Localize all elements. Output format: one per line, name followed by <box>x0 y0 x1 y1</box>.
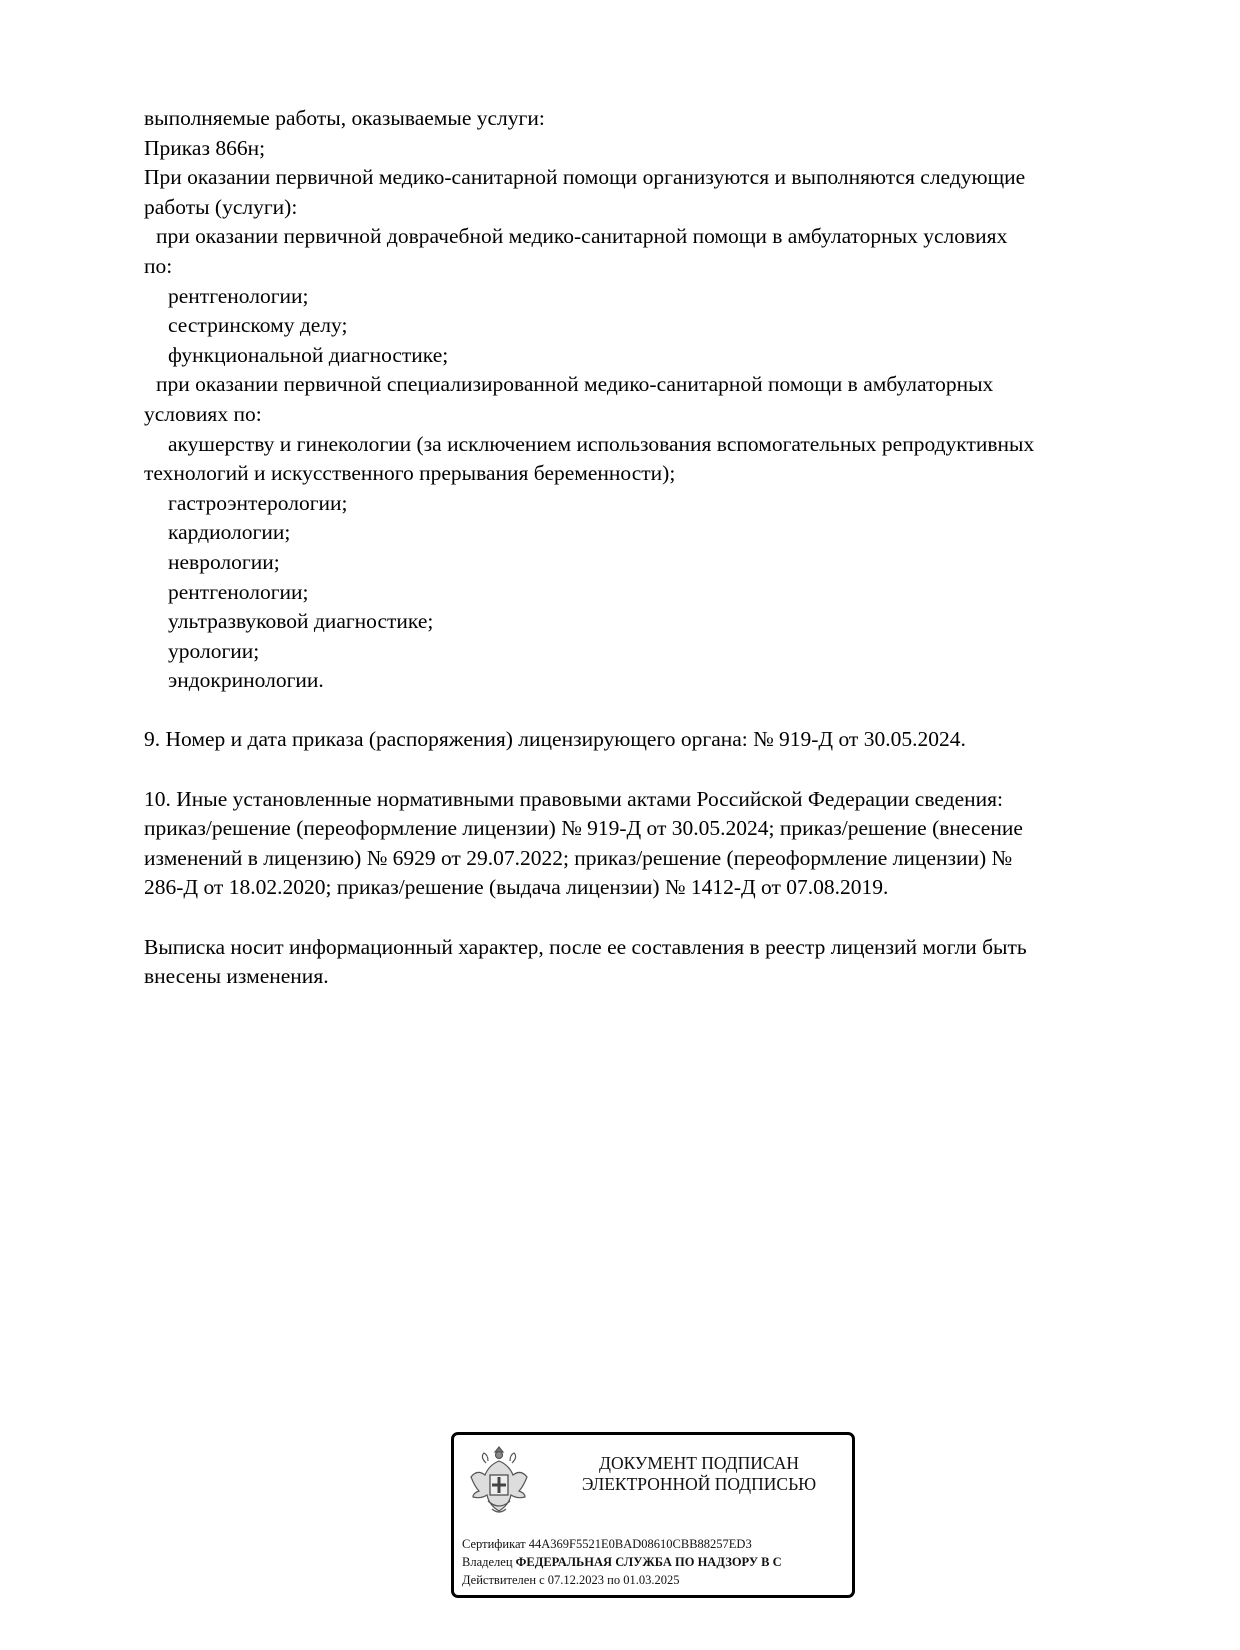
stamp-title <box>554 1453 844 1495</box>
text-line: внесены изменения. <box>144 964 329 989</box>
stamp-title-line1: ДОКУМЕНТ ПОДПИСАН <box>599 1453 799 1473</box>
text-line: 9. Номер и дата приказа (распоряжения) лицензирующего органа: № 919-Д от 30.05.2024. <box>144 727 966 752</box>
text-line: Приказ 866н; <box>144 135 266 160</box>
electronic-signature-stamp <box>451 1432 855 1598</box>
text-line: При оказании первичной медико-санитарной помощи организуются и выполняются следующие <box>144 165 1026 190</box>
owner-value: ФЕДЕРАЛЬНАЯ СЛУЖБА ПО НАДЗОРУ В С <box>515 1555 782 1569</box>
document-body <box>144 104 1154 992</box>
text-line: кардиологии; <box>168 520 291 545</box>
text-line: 286-Д от 18.02.2020; приказ/решение (выдача лицензии) № 1412-Д от 07.08.2019. <box>144 875 889 900</box>
text-line: работы (услуги): <box>144 194 298 219</box>
validity-row: Действителен с 07.12.2023 по 01.03.2025 <box>462 1573 680 1587</box>
owner-label: Владелец <box>462 1555 513 1569</box>
text-line: выполняемые работы, оказываемые услуги: <box>144 106 545 130</box>
text-line: технологий и искусственного прерывания беременности); <box>144 461 676 486</box>
blank-line <box>144 696 1154 726</box>
text-line: рентгенологии; <box>168 283 309 308</box>
text-line: урологии; <box>168 638 260 663</box>
text-line: условиях по: <box>144 401 262 426</box>
text-line: изменений в лицензию) № 6929 от 29.07.2022; приказ/решение (переоформление лицензии) № <box>144 845 1013 870</box>
coat-of-arms-icon <box>466 1443 532 1521</box>
text-line: эндокринологии. <box>168 668 324 693</box>
text-line: при оказании первичной доврачебной медико-санитарной помощи в амбулаторных условиях <box>156 224 1008 249</box>
text-line: неврологии; <box>168 549 280 574</box>
stamp-title-line2: ЭЛЕКТРОННОЙ ПОДПИСЬЮ <box>581 1474 817 1494</box>
text-line: при оказании первичной специализированной медико-санитарной помощи в амбулаторных <box>156 372 994 397</box>
text-line: 10. Иные установленные нормативными правовыми актами Российской Федерации сведения: <box>144 786 1003 811</box>
owner-row <box>462 1553 782 1571</box>
text-line: рентгенологии; <box>168 579 309 604</box>
certificate-label: Сертификат <box>462 1537 526 1551</box>
text-line: ультразвуковой диагностике; <box>168 609 434 634</box>
text-line: гастроэнтерологии; <box>168 490 348 515</box>
text-line: Выписка носит информационный характер, после ее составления в реестр лицензий могли быть <box>144 934 1027 959</box>
blank-line <box>144 755 1154 785</box>
certificate-row <box>462 1535 782 1553</box>
text-line: сестринскому делу; <box>168 313 348 338</box>
certificate-value: 44A369F5521E0BAD08610CBB88257ED3 <box>528 1537 752 1551</box>
text-line: приказ/решение (переоформление лицензии) № 919-Д от 30.05.2024; приказ/решение (внесение <box>144 816 1023 841</box>
blank-line <box>144 903 1154 933</box>
text-line: по: <box>144 253 173 278</box>
text-line: функциональной диагностике; <box>168 342 449 367</box>
text-line: акушерству и гинекологии (за исключением использования вспомогательных репродуктивных <box>168 431 1035 456</box>
stamp-info <box>462 1535 782 1589</box>
